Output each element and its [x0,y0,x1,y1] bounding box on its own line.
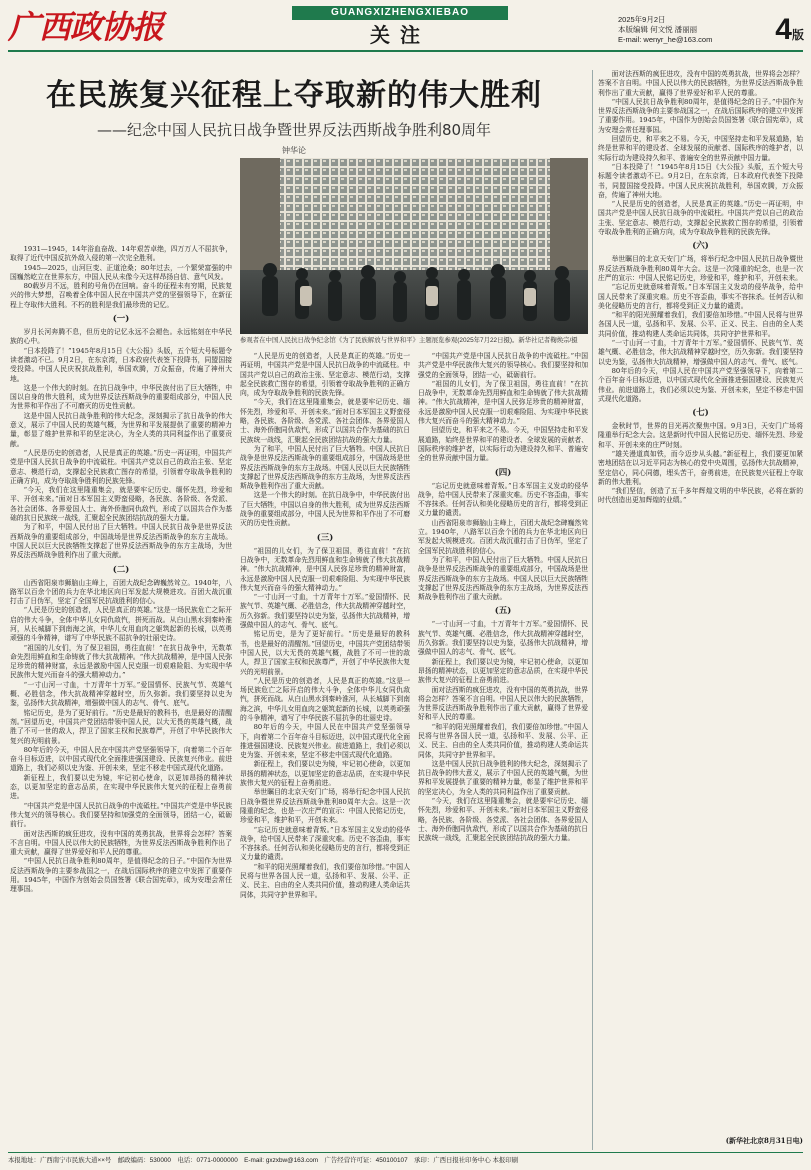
paragraph: 面对法西斯的疯狂进攻，没有中国的英勇抗战，世界将会怎样？答案不言自明。中国人民以伟大的民族牺牲，为世界反法西斯战争胜利作出了重大贡献，赢得了世界爱好和平人民的尊重。 [418,685,588,722]
paragraph: “中国共产党是中国人民抗日战争的中流砥柱。”中国共产党是中华民族伟大复兴的领导核心。我们要坚持和加强党的全面领导，团结一心，砥砺前行。 [418,352,588,379]
section-mark-1: (一) [112,314,130,325]
page-number-unit: 版 [791,28,804,42]
paragraph: 1931—1945，14年浴血奋战、14年艰苦卓绝，四万万人不屈抗争，取得了近代中国反抗外敌入侵的第一次完全胜利。 [10,245,232,263]
paragraph: “人民是历史的创造者，人民是真正的英雄。”历史一再证明，中国共产党是中国人民抗日战争的中流砥柱。中国共产党以自己的政治主张、坚定意志、模范行动，支撑起全民族救亡图存的希望，引领着夺取战争胜利的正确方向，成为夺取战争胜利的民族先锋。 [598,200,803,237]
paragraph: 这是中国人民抗日战争胜利的伟大纪念，深刻揭示了抗日战争的伟大意义，展示了中国人民的英雄气概，为世界和平发展提供了重要的精神力量，彰显了维护世界和平的坚定决心，为全人类的共同利益作出了重要贡献。 [10,411,232,448]
paragraph: “祖国的儿女们，为了保卫祖国，勇往直前！”在抗日战争中，无数革命先烈用鲜血和生命铸就了伟大抗战精神。“伟大抗战精神，是中国人民弥足珍贵的精神财富，永远是激励中国人民克服一切艰难险阻、为实现中华民族伟大复兴而奋斗的强大精神动力。” [418,379,588,426]
paragraph: “祖国的儿女们，为了保卫祖国，勇往直前！”在抗日战争中，无数革命先烈用鲜血和生命铸就了伟大抗战精神。“伟大抗战精神，是中国人民弥足珍贵的精神财富，永远是激励中国人民克服一切艰难险阻、为实现中华民族伟大复兴而奋斗的强大精神动力。” [10,643,232,680]
editor-email: E-mail: wenyr_he@163.com [618,35,713,44]
paragraph: 回望历史，和平来之不易。今天，中国坚持走和平发展道路，始终是世界和平的建设者、全球发展的贡献者、国际秩序的维护者，以实际行动为建设持久和平、普遍安全的世界贡献中国力量。 [598,135,803,162]
issue-meta [618,15,758,45]
paragraph: “雄关漫道真如铁，而今迈步从头越。”新征程上，我们要更加紧密地团结在以习近平同志为核心的党中央周围，弘扬伟大抗战精神，坚定信心，同心同德，埋头苦干，奋勇前进，在民族复兴征程上夺取新的伟大胜利。 [598,449,803,486]
page-editors: 本版编辑 何文悦 潘丽丽 [618,25,698,34]
paragraph: “人民是历史的创造者，人民是真正的英雄。”历史一再证明，中国共产党是中国人民抗日战争的中流砥柱。中国共产党以自己的政治主张、坚定意志、模范行动，支撑起全民族救亡图存的希望，引领着夺取战争胜利的正确方向，成为夺取战争胜利的民族先锋。 [240,352,410,398]
article-column-3 [418,352,588,1150]
footer-rule [8,1152,803,1153]
paragraph: 岁月长河奔腾不息，但历史的记忆永远不会褪色。永远铭刻在中华民族的心中。 [10,328,232,346]
paragraph: “人民是历史的创造者，人民是真正的英雄。”这是一场民族危亡之际开启的伟大斗争，全体中华儿女同仇敌忾，拼死而战。从白山黑水到秦岭淮河，从长城脚下到南海之滨，中华儿女用血肉之躯筑起新的长城，以英勇顽强的斗争精神，谱写了中华民族不屈抗争的壮丽史诗。 [240,676,410,722]
article-title: 在民族复兴征程上夺取新的伟大胜利 [46,78,542,113]
section-mark-7: (七) [692,408,709,419]
section-mark-6: (六) [692,241,709,252]
paragraph: “中国人民抗日战争胜利80周年，是值得纪念的日子。”中国作为世界反法西斯战争的主要参战国之一，在战后国际秩序的建立中发挥了重要作用。1945年，中国作为创始会员国签署《联合国宪章》，成为安理会常任理事国。 [598,97,803,134]
paragraph: 新征程上，我们要以史为镜，牢记初心使命，以更加昂扬的精神状态，以更加坚定的意志品质，在实现中华民族伟大复兴的征程上奋勇前进。 [418,657,588,685]
masthead-band: GUANGXIZHENGXIEBAO [292,6,508,20]
section-title: 关注 [370,23,430,47]
section-mark-5: (五) [494,606,512,617]
article-column-2 [240,352,410,1150]
paragraph: 这是中国人民抗日战争胜利的伟大纪念，深刻揭示了抗日战争的伟大意义，展示了中国人民的英雄气概，为世界和平发展提供了重要的精神力量，彰显了维护世界和平的坚定决心，为全人类的共同利益作出了重要贡献。 [418,759,588,796]
paragraph: 为了和平，中国人民付出了巨大牺牲。中国人民抗日战争是世界反法西斯战争的重要组成部分，中国战场是世界反法西斯战争的东方主战场。中国人民以巨大民族牺牲支撑起了世界反法西斯战争的东方主战场，为世界反法西斯战争胜利作出了重大贡献。 [240,444,410,491]
paragraph: “忘记历史就意味着背叛。”日本军国主义发动的侵华战争，给中国人民带来了深重灾难。历史不容歪曲，事实不容抹杀。任何否认和美化侵略历史的言行，都将受到正义力量的谴责。 [418,481,588,518]
paragraph: 回望历史，和平来之不易。今天，中国坚持走和平发展道路，始终是世界和平的建设者、全球发展的贡献者、国际秩序的维护者，以实际行动为建设持久和平、普遍安全的世界贡献中国力量。 [418,426,588,463]
paragraph: “日本投降了！”1945年8月15日《大公报》头版，五个短大号标题令读者激动不已。9月2日，在东京湾，日本政府代表签下投降书，同盟国接受投降。中国人民庆祝抗战胜利，举国欢腾，万众振奋，传遍了神州大地。 [10,346,232,383]
masthead-logo: 广西政协报 [8,8,164,46]
footer-info: 本报地址：广西南宁市民族大道××号 邮政编码：530000 电话：0771-0000000 E-mail: gxzxbw@163.com 广告经营许可证：450100107 承印：广西日报社印务中心 本报印刷 [8,1157,519,1164]
paragraph: 80年后的今天，中国人民在中国共产党坚强领导下，向着第二个百年奋斗目标迈进，以中国式现代化全面推进强国建设、民族复兴伟业。前进道路上，我们必须以史为鉴、开创未来，坚定不移走中国式现代化道路。 [10,745,232,773]
photo-caption: 参观者在中国人民抗日战争纪念馆《为了民族解放与世界和平》主题展览参观(2025年7月22日摄)。新华社记者鞠焕宗/摄 [240,337,578,344]
paragraph: 80载岁月不远，胜利的号角仍在回响。奋斗的征程未有穷期，民族复兴的伟大梦想，召唤着全体中国人民在中国共产党的坚强领导下，在新征程上夺取伟大胜利。不朽的胜利是我们最珍贵的记忆。 [10,282,232,309]
paragraph: 铭记历史，是为了更好前行。“历史是最好的教科书，也是最好的清醒剂。”回望历史，中国共产党团结带领中国人民，以大无畏的英雄气概，战胜了不可一世的敌人，捍卫了国家主权和民族尊严，开创了中华民族伟大复兴的光明前景。 [10,708,232,745]
article-column-4 [598,70,803,1132]
paragraph: 为了和平，中国人民付出了巨大牺牲。中国人民抗日战争是世界反法西斯战争的重要组成部分，中国战场是世界反法西斯战争的东方主战场。中国人民以巨大民族牺牲支撑起了世界反法西斯战争的东方主战场，为世界反法西斯战争胜利作出了重大贡献。 [418,555,588,602]
paragraph: 面对法西斯的疯狂进攻，没有中国的英勇抗战，世界将会怎样？答案不言自明。中国人民以伟大的民族牺牲，为世界反法西斯战争胜利作出了重大贡献，赢得了世界爱好和平人民的尊重。 [10,829,232,857]
paragraph: “我们坚信，创造了五千多年辉煌文明的中华民族，必将在新的时代创造出更加辉煌的业绩。” [598,487,803,505]
issue-date: 2025年9月2日 [618,15,666,24]
paragraph: “和平的阳光照耀着我们，我们要倍加珍惜。”中国人民将与世界各国人民一道，弘扬和平、发展、公平、正义、民主、自由的全人类共同价值，推动构建人类命运共同体，共同守护世界和平。 [598,311,803,338]
section-mark-2: (二) [112,564,130,575]
article-subtitle: ——纪念中国人民抗日战争暨世界反法西斯战争胜利80周年 [96,121,492,139]
paragraph: 举世瞩目的北京天安门广场，将举行纪念中国人民抗日战争暨世界反法西斯战争胜利80周年大会。这是一次隆重的纪念，也是一次庄严的宣示：中国人民铭记历史，珍爱和平，维护和平，开创未来。 [240,788,410,825]
paragraph: “祖国的儿女们，为了保卫祖国，勇往直前！”在抗日战争中，无数革命先烈用鲜血和生命铸就了伟大抗战精神。“伟大抗战精神，是中国人民弥足珍贵的精神财富，永远是激励中国人民克服一切艰难险阻、为实现中华民族伟大复兴而奋斗的强大精神动力。” [240,546,410,592]
page-number-value: 4 [775,13,792,46]
paragraph: “一寸山河一寸血，十万青年十万军。”爱国情怀、民族气节、英雄气概、必胜信念，伟大抗战精神穿越时空，历久弥新。我们要坚持以史为鉴，弘扬伟大抗战精神，增强做中国人的志气、骨气、底气。 [10,680,232,708]
paragraph: 新征程上，我们要以史为镜，牢记初心使命，以更加昂扬的精神状态，以更加坚定的意志品质，在实现中华民族伟大复兴的征程上奋勇前进。 [10,773,232,801]
paragraph: 面对法西斯的疯狂进攻，没有中国的英勇抗战，世界将会怎样？答案不言自明。中国人民以伟大的民族牺牲，为世界反法西斯战争胜利作出了重大贡献，赢得了世界爱好和平人民的尊重。 [598,70,803,97]
paragraph: “人民是历史的创造者，人民是真正的英雄。”这是一场民族危亡之际开启的伟大斗争，全体中华儿女同仇敌忾，拼死而战。从白山黑水到秦岭淮河，从长城脚下到南海之滨，中华儿女用血肉之躯筑起新的长城，以英勇顽强的斗争精神，谱写了中华民族不屈抗争的壮丽史诗。 [10,606,232,643]
paragraph: 1945—2025，山河巨变、正道沧桑；80年过去，一个繁荣富强的中国巍然屹立在世界东方，中国人民从未像今天这样昂扬自信、意气风发。 [10,263,232,281]
header-rule [8,50,803,52]
paragraph: “忘记历史就意味着背叛。”日本军国主义发动的侵华战争，给中国人民带来了深重灾难。历史不容歪曲，事实不容抹杀。任何否认和美化侵略历史的言行，都将受到正义力量的谴责。 [598,283,803,310]
paragraph: “一寸山河一寸血，十万青年十万军。”爱国情怀、民族气节、英雄气概、必胜信念，伟大抗战精神穿越时空，历久弥新。我们要坚持以史为鉴，弘扬伟大抗战精神，增强做中国人的志气、骨气、底气。 [240,593,410,630]
article-column-1 [10,245,232,1150]
paragraph: 山西省阳泉市狮脑山主峰上，百团大战纪念碑巍然耸立。1940年，八路军以百余个团的兵力在华北地区向日军发起大规模进攻。百团大战沉重打击了日伪军，坚定了全国军民抗战胜利的信心。 [10,578,232,606]
paragraph: “今天，我们在这里隆重集会，就是要牢记历史、缅怀先烈，珍爱和平、开创未来。”面对日本军国主义野蛮侵略，各民族、各阶级、各党派、各社会团体、各界爱国人士、海外侨胞同仇敌忾，形成了以国共合作为基础的抗日民族统一战线，汇聚起全民族团结抗战的强大力量。 [240,398,410,444]
paragraph: “人民是历史的创造者，人民是真正的英雄。”历史一再证明，中国共产党是中国人民抗日战争的中流砥柱。中国共产党以自己的政治主张、坚定意志、模范行动，支撑起全民族救亡图存的希望，引领着夺取战争胜利的正确方向，成为夺取战争胜利的民族先锋。 [10,448,232,485]
paragraph: “和平的阳光照耀着我们，我们要倍加珍惜。”中国人民将与世界各国人民一道，弘扬和平、发展、公平、正义、民主、自由的全人类共同价值，推动构建人类命运共同体，共同守护世界和平。 [418,722,588,759]
article-credit: (新华社北京8月31日电) [725,1136,803,1145]
paragraph: 80年后的今天，中国人民在中国共产党坚强领导下，向着第二个百年奋斗目标迈进，以中国式现代化全面推进强国建设、民族复兴伟业。前进道路上，我们必须以史为鉴、开创未来，坚定不移走中国式现代化道路。 [598,366,803,403]
paragraph: “中国共产党是中国人民抗日战争的中流砥柱。”中国共产党是中华民族伟大复兴的领导核心。我们要坚持和加强党的全面领导，团结一心，砥砺前行。 [10,801,232,829]
paragraph: 山西省阳泉市狮脑山主峰上，百团大战纪念碑巍然耸立。1940年，八路军以百余个团的兵力在华北地区向日军发起大规模进攻。百团大战沉重打击了日伪军，坚定了全国军民抗战胜利的信心。 [418,518,588,555]
paragraph: “日本投降了！”1945年8月15日《大公报》头版，五个短大号标题令读者激动不已。9月2日，在东京湾，日本政府代表签下投降书，同盟国接受投降。中国人民庆祝抗战胜利，举国欢腾，万众振奋，传遍了神州大地。 [598,162,803,199]
paragraph: “今天，我们在这里隆重集会，就是要牢记历史、缅怀先烈，珍爱和平、开创未来。”面对日本军国主义野蛮侵略，各民族、各阶级、各党派、各社会团体、各界爱国人士、海外侨胞同仇敌忾，形成了以国共合作为基础的抗日民族统一战线，汇聚起全民族团结抗战的强大力量。 [10,486,232,523]
paragraph: 举世瞩目的北京天安门广场，将举行纪念中国人民抗日战争暨世界反法西斯战争胜利80周年大会。这是一次隆重的纪念，也是一次庄严的宣示：中国人民铭记历史，珍爱和平，维护和平，开创未来。 [598,255,803,282]
photo-illustration [240,158,588,334]
column-divider [592,70,593,1150]
paragraph: 这是一个伟大的时刻。在抗日战争中，中华民族付出了巨大牺牲，中国以自身的伟大胜利，成为世界反法西斯战争的重要组成部分，中国人民为世界和平作出了不可磨灭的历史性贡献。 [240,491,410,528]
paragraph: “忘记历史就意味着背叛。”日本军国主义发动的侵华战争，给中国人民带来了深重灾难。历史不容歪曲，事实不容抹杀。任何否认和美化侵略历史的言行，都将受到正义力量的谴责。 [240,825,410,862]
paragraph: “中国人民抗日战争胜利80周年，是值得纪念的日子。”中国作为世界反法西斯战争的主要参战国之一，在战后国际秩序的建立中发挥了重要作用。1945年，中国作为创始会员国签署《联合国宪章》，成为安理会常任理事国。 [10,857,232,894]
paragraph: “一寸山河一寸血，十万青年十万军。”爱国情怀、民族气节、英雄气概、必胜信念，伟大抗战精神穿越时空，历久弥新。我们要坚持以史为鉴，弘扬伟大抗战精神，增强做中国人的志气、骨气、底气。 [418,620,588,657]
paragraph: “今天，我们在这里隆重集会，就是要牢记历史、缅怀先烈，珍爱和平、开创未来。”面对日本军国主义野蛮侵略，各民族、各阶级、各党派、各社会团体、各界爱国人士、海外侨胞同仇敌忾，形成了以国共合作为基础的抗日民族统一战线，汇聚起全民族团结抗战的强大力量。 [418,797,588,843]
section-mark-4: (四) [494,467,512,478]
article-author: 钟华论 [282,146,306,155]
paragraph: 新征程上，我们要以史为镜，牢记初心使命，以更加昂扬的精神状态，以更加坚定的意志品质，在实现中华民族伟大复兴的征程上奋勇前进。 [240,760,410,788]
exhibition-photo [240,158,588,334]
paragraph: 为了和平，中国人民付出了巨大牺牲。中国人民抗日战争是世界反法西斯战争的重要组成部分，中国战场是世界反法西斯战争的东方主战场。中国人民以巨大民族牺牲支撑起了世界反法西斯战争的东方主战场，为世界反法西斯战争胜利作出了重大贡献。 [10,523,232,560]
paragraph: “和平的阳光照耀着我们，我们要倍加珍惜。”中国人民将与世界各国人民一道，弘扬和平、发展、公平、正义、民主、自由的全人类共同价值，推动构建人类命运共同体，共同守护世界和平。 [240,862,410,899]
paragraph: 金秋时节，世界的目光再次聚焦中国。9月3日，天安门广场将隆重举行纪念大会。这是新时代中国人民铭记历史、缅怀先烈、珍爱和平、开创未来的庄严时刻。 [598,422,803,449]
page-number [760,12,804,48]
paragraph: 80年后的今天，中国人民在中国共产党坚强领导下，向着第二个百年奋斗目标迈进，以中国式现代化全面推进强国建设、民族复兴伟业。前进道路上，我们必须以史为鉴、开创未来，坚定不移走中国式现代化道路。 [240,723,410,760]
section-mark-3: (三) [316,532,334,543]
paragraph: 铭记历史，是为了更好前行。“历史是最好的教科书，也是最好的清醒剂。”回望历史，中国共产党团结带领中国人民，以大无畏的英雄气概，战胜了不可一世的敌人，捍卫了国家主权和民族尊严，开创了中华民族伟大复兴的光明前景。 [240,630,410,676]
paragraph: “一寸山河一寸血，十万青年十万军。”爱国情怀、民族气节、英雄气概、必胜信念，伟大抗战精神穿越时空，历久弥新。我们要坚持以史为鉴，弘扬伟大抗战精神，增强做中国人的志气、骨气、底气。 [598,339,803,366]
paragraph: 这是一个伟大的时刻。在抗日战争中，中华民族付出了巨大牺牲，中国以自身的伟大胜利，成为世界反法西斯战争的重要组成部分，中国人民为世界和平作出了不可磨灭的历史性贡献。 [10,383,232,411]
